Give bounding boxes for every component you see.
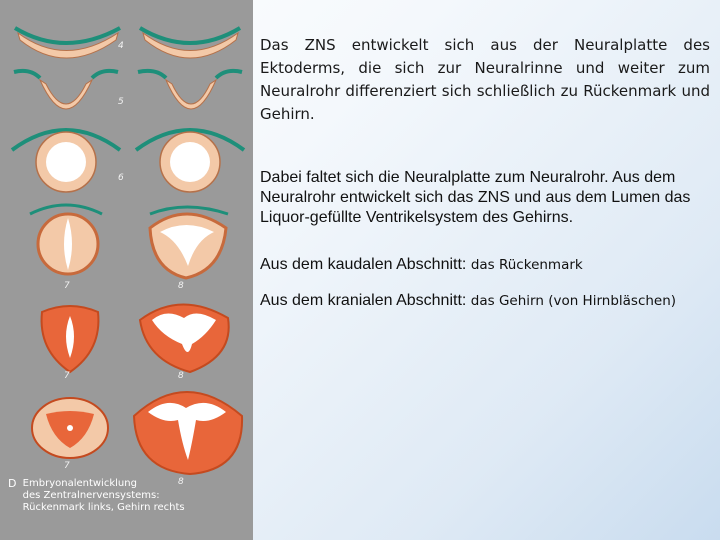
caption-lines <box>23 478 185 514</box>
label-4: 4 <box>118 41 124 51</box>
label-5: 5 <box>118 97 124 107</box>
embryology-drawings <box>0 0 253 540</box>
label-7-c: 7 <box>64 461 70 471</box>
stage-5-right <box>138 71 242 109</box>
caption-line-2: des Zentralnervensystems: <box>22 490 160 501</box>
stage-7-spinal-mid <box>42 306 99 372</box>
caption-letter: D <box>8 477 17 490</box>
label-6: 6 <box>118 173 124 183</box>
caudal-item <box>260 256 710 274</box>
label-7-a: 7 <box>64 281 70 291</box>
caption-line-3: Rückenmark links, Gehirn rechts <box>22 502 185 513</box>
stage-8-brain-late <box>134 392 242 474</box>
stage-7-spinal-late <box>32 398 108 458</box>
cranial-value: das Gehirn (von Hirnbläschen) <box>470 293 677 309</box>
stage-8-brain-mid <box>140 304 229 372</box>
stage-8-brain-early <box>150 207 228 278</box>
stage-6-left <box>12 130 120 192</box>
embryology-figure <box>0 0 253 540</box>
label-8-a: 8 <box>178 281 184 291</box>
slide-text <box>260 34 710 310</box>
label-7-b: 7 <box>64 371 70 381</box>
stage-6-right <box>136 130 244 192</box>
caption-line-1: Embryonalentwicklung <box>22 478 137 489</box>
figure-caption <box>8 478 248 514</box>
intro-paragraph: Das ZNS entwickelt sich aus der Neuralplatte des Ektoderms, die sich zur Neuralrinne und weiter zum Neuralrohr differenziert sich schließlich zu Rückenmark und Gehirn. <box>260 36 710 123</box>
caudal-label: Aus dem kaudalen Abschnitt: <box>260 256 467 273</box>
folding-paragraph: Dabei faltet sich die Neuralplatte zum Neuralrohr. Aus dem Neuralrohr entwickelt sich das ZNS und aus dem Lumen das Liquor-gefüllte Ventrikelsystem des Gehirns. <box>260 169 691 226</box>
stage-7-spinal-early <box>30 205 102 274</box>
label-8-c: 8 <box>178 477 184 487</box>
label-8-b: 8 <box>178 371 184 381</box>
cranial-label: Aus dem kranialen Abschnitt: <box>260 292 467 309</box>
stage-5-left <box>14 71 118 109</box>
cranial-item <box>260 292 710 310</box>
caudal-value: das Rückenmark <box>470 257 583 273</box>
stage-4-right <box>140 28 240 58</box>
stage-4-left <box>15 28 120 58</box>
